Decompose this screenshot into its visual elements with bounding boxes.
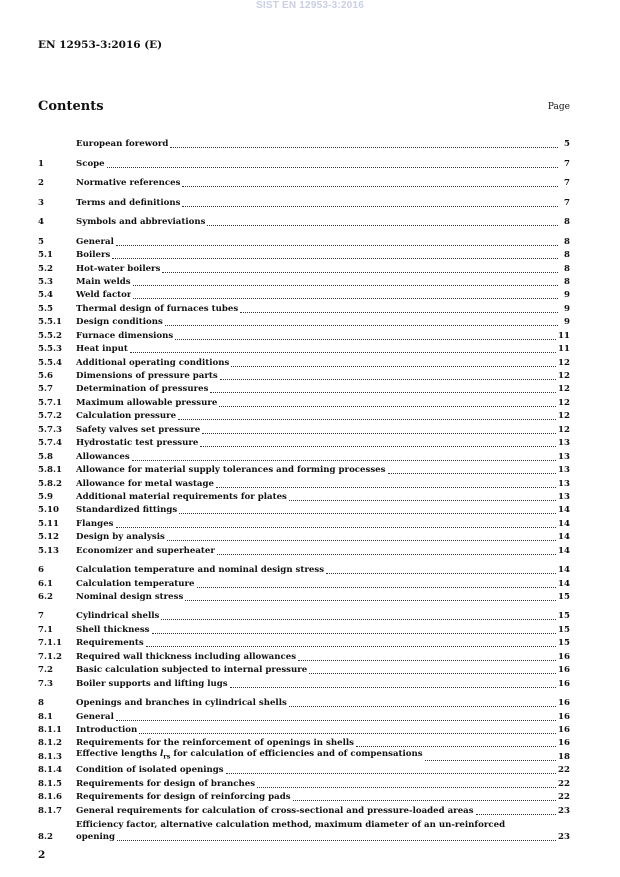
dot-leader: [216, 487, 556, 488]
toc-entry-title: Terms and definitions: [76, 197, 181, 208]
toc-entry[interactable]: [38, 590, 570, 603]
toc-entry-title: Weld factor: [76, 290, 132, 301]
toc-entry[interactable]: [38, 449, 570, 462]
toc-entry-number: 5.8.1: [38, 465, 62, 476]
toc-entry-page: 8: [564, 250, 570, 261]
dot-leader: [117, 840, 556, 841]
toc-entry[interactable]: [38, 234, 570, 247]
toc-entry-number: 2: [38, 178, 44, 189]
toc-entry-number: 6: [38, 565, 44, 576]
toc-entry-page: 23: [558, 805, 570, 816]
toc-entry-title: Required wall thickness including allowances: [76, 651, 297, 662]
dot-leader: [207, 225, 558, 226]
dot-leader: [210, 392, 556, 393]
toc-entry-title: Additional material requirements for plates: [76, 491, 287, 502]
toc-entry-page: 13: [558, 465, 570, 476]
toc-entry-title: General: [76, 236, 114, 247]
dot-leader: [130, 352, 556, 353]
toc-entry-number: 7: [38, 611, 44, 622]
toc-entry-number: 8: [38, 698, 44, 709]
dot-leader: [182, 206, 558, 207]
dot-leader: [226, 773, 556, 774]
toc-entry-title: Additional operating conditions: [76, 357, 230, 368]
dot-leader: [133, 285, 558, 286]
dot-leader: [220, 379, 556, 380]
toc-entry-title: European foreword: [76, 139, 169, 150]
toc-entry-page: 16: [558, 665, 570, 676]
toc-entry[interactable]: [38, 790, 570, 803]
toc-entry-number: 4: [38, 217, 44, 228]
toc-entry[interactable]: [38, 409, 570, 422]
dot-leader: [146, 646, 556, 647]
dot-leader: [326, 573, 556, 574]
dot-leader: [139, 733, 556, 734]
toc-entry-title: Calculation pressure: [76, 411, 177, 422]
toc-entry-title: General requirements for calculation of cross-sectional and pressure-loaded areas: [76, 805, 474, 816]
toc-entry-title: Openings and branches in cylindrical shells: [76, 698, 287, 709]
watermark: SIST EN 12953-3:2016: [256, 0, 364, 11]
toc-entry[interactable]: [38, 176, 570, 189]
dot-leader: [230, 687, 556, 688]
dot-leader: [175, 339, 556, 340]
toc-entry-title-part: Effective lengths: [76, 749, 161, 760]
toc-entry-title: Dimensions of pressure parts: [76, 371, 218, 381]
toc-entry-number: 5.8: [38, 451, 53, 462]
toc-entry-number: 5: [38, 236, 44, 247]
toc-entry-page: 16: [558, 698, 570, 709]
toc-entry-title: Allowances: [76, 451, 130, 462]
toc-entry-page: 11: [558, 330, 570, 341]
toc-entry-page: 7: [564, 197, 570, 208]
toc-entry-title: Boilers: [76, 250, 111, 261]
toc-entry[interactable]: [38, 636, 570, 649]
toc-entry[interactable]: [38, 663, 570, 676]
toc-entry-number: 6.2: [38, 592, 53, 602]
toc-entry-title: [76, 749, 423, 763]
toc-entry-page: 7: [564, 158, 570, 169]
dot-leader: [107, 167, 558, 168]
dot-leader: [219, 406, 556, 407]
toc-entry[interactable]: [38, 328, 570, 341]
toc-entry-title-part: for calculation of efficiencies and of compensations: [170, 749, 423, 760]
toc-entry-title: Design conditions: [76, 317, 163, 328]
toc-entry-page: 11: [558, 344, 570, 355]
toc-entry[interactable]: [38, 342, 570, 355]
toc-entry-number: 8.1.5: [38, 778, 62, 789]
toc-entry-page: 12: [558, 411, 570, 422]
toc-entry[interactable]: [38, 776, 570, 789]
toc-entry-number: 5.5.4: [38, 357, 62, 368]
toc-entry-title: Flanges: [76, 518, 114, 529]
toc-entry-number: 8.1.6: [38, 792, 62, 803]
toc-entry-page: 14: [558, 518, 570, 529]
toc-entry-page: 12: [558, 371, 570, 381]
toc-entry-page: 15: [558, 638, 570, 649]
dot-leader: [257, 787, 556, 788]
toc-entry-page: 16: [558, 651, 570, 662]
toc-entry-page: 15: [558, 624, 570, 635]
toc-entry-title: Hot-water boilers: [76, 263, 161, 274]
page-number: 2: [38, 849, 46, 861]
dot-leader: [116, 720, 556, 721]
contents-title: Contents: [38, 99, 104, 114]
toc-entry-number: 5.3: [38, 276, 53, 287]
toc-entry-title: Normative references: [76, 178, 181, 189]
toc-entry-title: Requirements: [76, 638, 144, 649]
toc-entry-number: 5.4: [38, 290, 53, 301]
dot-leader: [200, 446, 556, 447]
toc-entry-number: 8.1.3: [38, 751, 62, 762]
toc-entry-title: Hydrostatic test pressure: [76, 438, 199, 449]
toc-entry-number: 7.1.1: [38, 638, 62, 649]
toc-entry[interactable]: [38, 763, 570, 776]
toc-entry-number: 6.1: [38, 578, 53, 589]
toc-entry-page: 13: [558, 478, 570, 489]
toc-entry[interactable]: [38, 301, 570, 314]
toc-entry-number: 5.13: [38, 545, 59, 556]
toc-entry-page: 22: [558, 778, 570, 789]
toc-entry[interactable]: [38, 696, 570, 709]
toc-entry-title: Cylindrical shells: [76, 611, 160, 622]
toc-entry-page: 8: [564, 217, 570, 228]
toc-entry-number: 7.3: [38, 678, 53, 689]
toc-entry-page: 16: [558, 724, 570, 735]
dot-leader: [289, 500, 556, 501]
dot-leader: [133, 298, 558, 299]
dot-leader: [197, 587, 557, 588]
toc-entry-number: 5.7.2: [38, 411, 62, 422]
toc-entry[interactable]: [38, 248, 570, 261]
toc-entry-title: Economizer and superheater: [76, 545, 215, 556]
toc-entry[interactable]: [38, 749, 570, 762]
toc-entry-number: 7.2: [38, 665, 53, 676]
toc-entry-title: Requirements for design of reinforcing pads: [76, 792, 291, 803]
toc-entry[interactable]: [38, 382, 570, 395]
toc-entry[interactable]: [38, 490, 570, 503]
toc-entry[interactable]: [38, 463, 570, 476]
toc-entry-title: Standardized fittings: [76, 505, 178, 516]
toc-entry[interactable]: [38, 803, 570, 816]
toc-entry[interactable]: [38, 723, 570, 736]
toc-entry-page: 8: [564, 263, 570, 274]
dot-leader: [309, 673, 556, 674]
toc-entry-title: Determination of pressures: [76, 384, 209, 395]
toc-entry-page: 14: [558, 578, 570, 589]
toc-entry-title: Allowance for material supply tolerances and forming processes: [76, 465, 386, 476]
toc-entry-page: 22: [558, 765, 570, 776]
toc-entry-page: 12: [558, 357, 570, 368]
document-id: EN 12953-3:2016 (E): [38, 39, 163, 51]
toc-entry[interactable]: [38, 819, 570, 843]
toc-entry-number: 5.9: [38, 491, 53, 502]
toc-entry[interactable]: [38, 676, 570, 689]
toc-entry-number: 5.7.1: [38, 397, 62, 408]
toc-entry-number: 5.8.2: [38, 478, 62, 489]
toc-entry-number: 8.1.1: [38, 724, 62, 735]
toc-entry[interactable]: [38, 543, 570, 556]
toc-entry-title: Requirements for the reinforcement of openings in shells: [76, 738, 354, 749]
dot-leader: [152, 633, 557, 634]
dot-leader: [182, 186, 558, 187]
toc-entry-number: 8.2: [38, 831, 53, 842]
toc-entry-title: Requirements for design of branches: [76, 778, 256, 789]
toc-entry[interactable]: [38, 395, 570, 408]
toc-entry-page: 7: [564, 178, 570, 189]
toc-entry-number: 5.7: [38, 384, 53, 395]
toc-entry-title: General: [76, 711, 114, 722]
toc-entry-page: 13: [558, 451, 570, 462]
toc-entry-page: 13: [558, 438, 570, 449]
toc-entry-title: Maximum allowable pressure: [76, 397, 218, 408]
toc-entry-number: 8.1.2: [38, 738, 62, 749]
toc-entry[interactable]: [38, 609, 570, 622]
dot-leader: [116, 245, 558, 246]
dot-leader: [231, 366, 556, 367]
dot-leader: [289, 706, 556, 707]
toc-entry-title: Efficiency factor, alternative calculation method, maximum diameter of an un-reinforced: [76, 819, 506, 830]
dot-leader: [388, 473, 557, 474]
toc-entry-page: 15: [558, 592, 570, 602]
toc-entry-title: Main welds: [76, 276, 131, 287]
toc-entry-page: 23: [558, 831, 570, 842]
dot-leader: [165, 325, 558, 326]
toc-entry-page: 18: [558, 751, 570, 762]
toc-entry-page: 12: [558, 384, 570, 395]
table-of-contents: [38, 137, 570, 843]
toc-entry[interactable]: [38, 476, 570, 489]
toc-entry-title: Condition of isolated openings: [76, 765, 224, 776]
toc-entry-number: 7.1: [38, 624, 53, 635]
dot-leader: [167, 540, 556, 541]
toc-entry-number: 1: [38, 158, 44, 169]
toc-entry-number: 5.7.4: [38, 438, 62, 449]
toc-entry-number: 7.1.2: [38, 651, 62, 662]
toc-entry-number: 5.2: [38, 263, 53, 274]
toc-entry-number: 5.11: [38, 518, 59, 529]
toc-entry-title: Furnace dimensions: [76, 330, 174, 341]
toc-entry-page: 16: [558, 738, 570, 749]
dot-leader: [162, 272, 558, 273]
toc-entry[interactable]: [38, 422, 570, 435]
dot-leader: [476, 814, 556, 815]
toc-entry[interactable]: [38, 622, 570, 635]
toc-entry[interactable]: [38, 709, 570, 722]
toc-entry[interactable]: [38, 355, 570, 368]
toc-entry-title: Design by analysis: [76, 532, 165, 543]
toc-entry[interactable]: [38, 275, 570, 288]
dot-leader: [356, 746, 556, 747]
toc-entry-number: 8.1: [38, 711, 53, 722]
toc-entry[interactable]: [38, 436, 570, 449]
dot-leader: [178, 419, 556, 420]
toc-entry[interactable]: [38, 576, 570, 589]
dot-leader: [240, 312, 558, 313]
toc-entry[interactable]: [38, 261, 570, 274]
toc-entry-page: 14: [558, 545, 570, 556]
toc-entry-page: 14: [558, 505, 570, 516]
toc-entry-number: 8.1.4: [38, 765, 62, 776]
page-column-label: Page: [547, 102, 570, 112]
toc-entry-number: 5.6: [38, 371, 53, 381]
toc-entry-number: 5.5.3: [38, 344, 62, 355]
toc-entry-title: Heat input: [76, 344, 128, 355]
toc-entry-page: 15: [558, 611, 570, 622]
toc-entry-page: 8: [564, 236, 570, 247]
toc-entry-title: Scope: [76, 158, 105, 169]
dot-leader: [161, 619, 556, 620]
toc-entry[interactable]: [38, 215, 570, 228]
toc-entry-title: Nominal design stress: [76, 592, 184, 602]
toc-entry-title: Introduction: [76, 724, 138, 735]
dot-leader: [298, 660, 556, 661]
math-subscript: rs: [163, 752, 171, 761]
toc-entry-title: Safety valves set pressure: [76, 424, 201, 435]
toc-entry[interactable]: [38, 503, 570, 516]
toc-entry-number: 5.5: [38, 303, 53, 314]
toc-entry-page: 16: [558, 711, 570, 722]
dot-leader: [170, 147, 558, 148]
toc-entry-page: 12: [558, 424, 570, 435]
toc-entry-page: 5: [564, 139, 570, 150]
toc-entry[interactable]: [38, 516, 570, 529]
toc-entry-page: 16: [558, 678, 570, 689]
toc-entry-page: 12: [558, 397, 570, 408]
math-variable: l: [160, 749, 164, 760]
toc-entry[interactable]: [38, 156, 570, 169]
toc-entry-number: 5.1: [38, 250, 53, 261]
toc-entry[interactable]: [38, 736, 570, 749]
toc-entry-number: 5.7.3: [38, 424, 62, 435]
toc-entry[interactable]: [38, 369, 570, 382]
toc-entry[interactable]: [38, 530, 570, 543]
toc-entry-title: Allowance for metal wastage: [76, 478, 214, 489]
toc-entry-title: Basic calculation subjected to internal pressure: [76, 665, 308, 676]
toc-entry-number: 5.5.2: [38, 330, 62, 341]
toc-entry[interactable]: [38, 649, 570, 662]
toc-entry-page: 8: [564, 276, 570, 287]
dot-leader: [132, 460, 556, 461]
toc-entry-page: 14: [558, 565, 570, 576]
dot-leader: [293, 800, 556, 801]
toc-entry-page: 13: [558, 491, 570, 502]
toc-entry[interactable]: [38, 288, 570, 301]
toc-entry-page: 9: [564, 303, 570, 314]
toc-entry-title: Shell thickness: [76, 624, 150, 635]
toc-entry[interactable]: [38, 195, 570, 208]
toc-entry-number: 3: [38, 197, 44, 208]
toc-entry-number: 5.5.1: [38, 317, 62, 328]
toc-entry-number: 8.1.7: [38, 805, 62, 816]
toc-entry-page: 9: [564, 317, 570, 328]
dot-leader: [202, 433, 556, 434]
dot-leader: [112, 258, 558, 259]
toc-entry-title-continued: opening: [76, 831, 115, 842]
toc-entry[interactable]: [38, 137, 570, 150]
toc-entry-title: Symbols and abbreviations: [76, 217, 206, 228]
toc-entry-page: 9: [564, 290, 570, 301]
toc-entry-title: Calculation temperature and nominal design stress: [76, 565, 325, 576]
toc-entry-page: 22: [558, 792, 570, 803]
toc-entry[interactable]: [38, 563, 570, 576]
toc-entry-page: 14: [558, 532, 570, 543]
toc-entry-number: 5.12: [38, 532, 59, 543]
toc-entry-title: Thermal design of furnaces tubes: [76, 303, 239, 314]
dot-leader: [179, 513, 556, 514]
toc-entry-title: Calculation temperature: [76, 578, 195, 589]
dot-leader: [185, 600, 556, 601]
dot-leader: [425, 760, 556, 761]
dot-leader: [116, 527, 557, 528]
toc-entry[interactable]: [38, 315, 570, 328]
toc-entry-title: Boiler supports and lifting lugs: [76, 678, 228, 689]
dot-leader: [217, 554, 556, 555]
toc-entry-number: 5.10: [38, 505, 59, 516]
